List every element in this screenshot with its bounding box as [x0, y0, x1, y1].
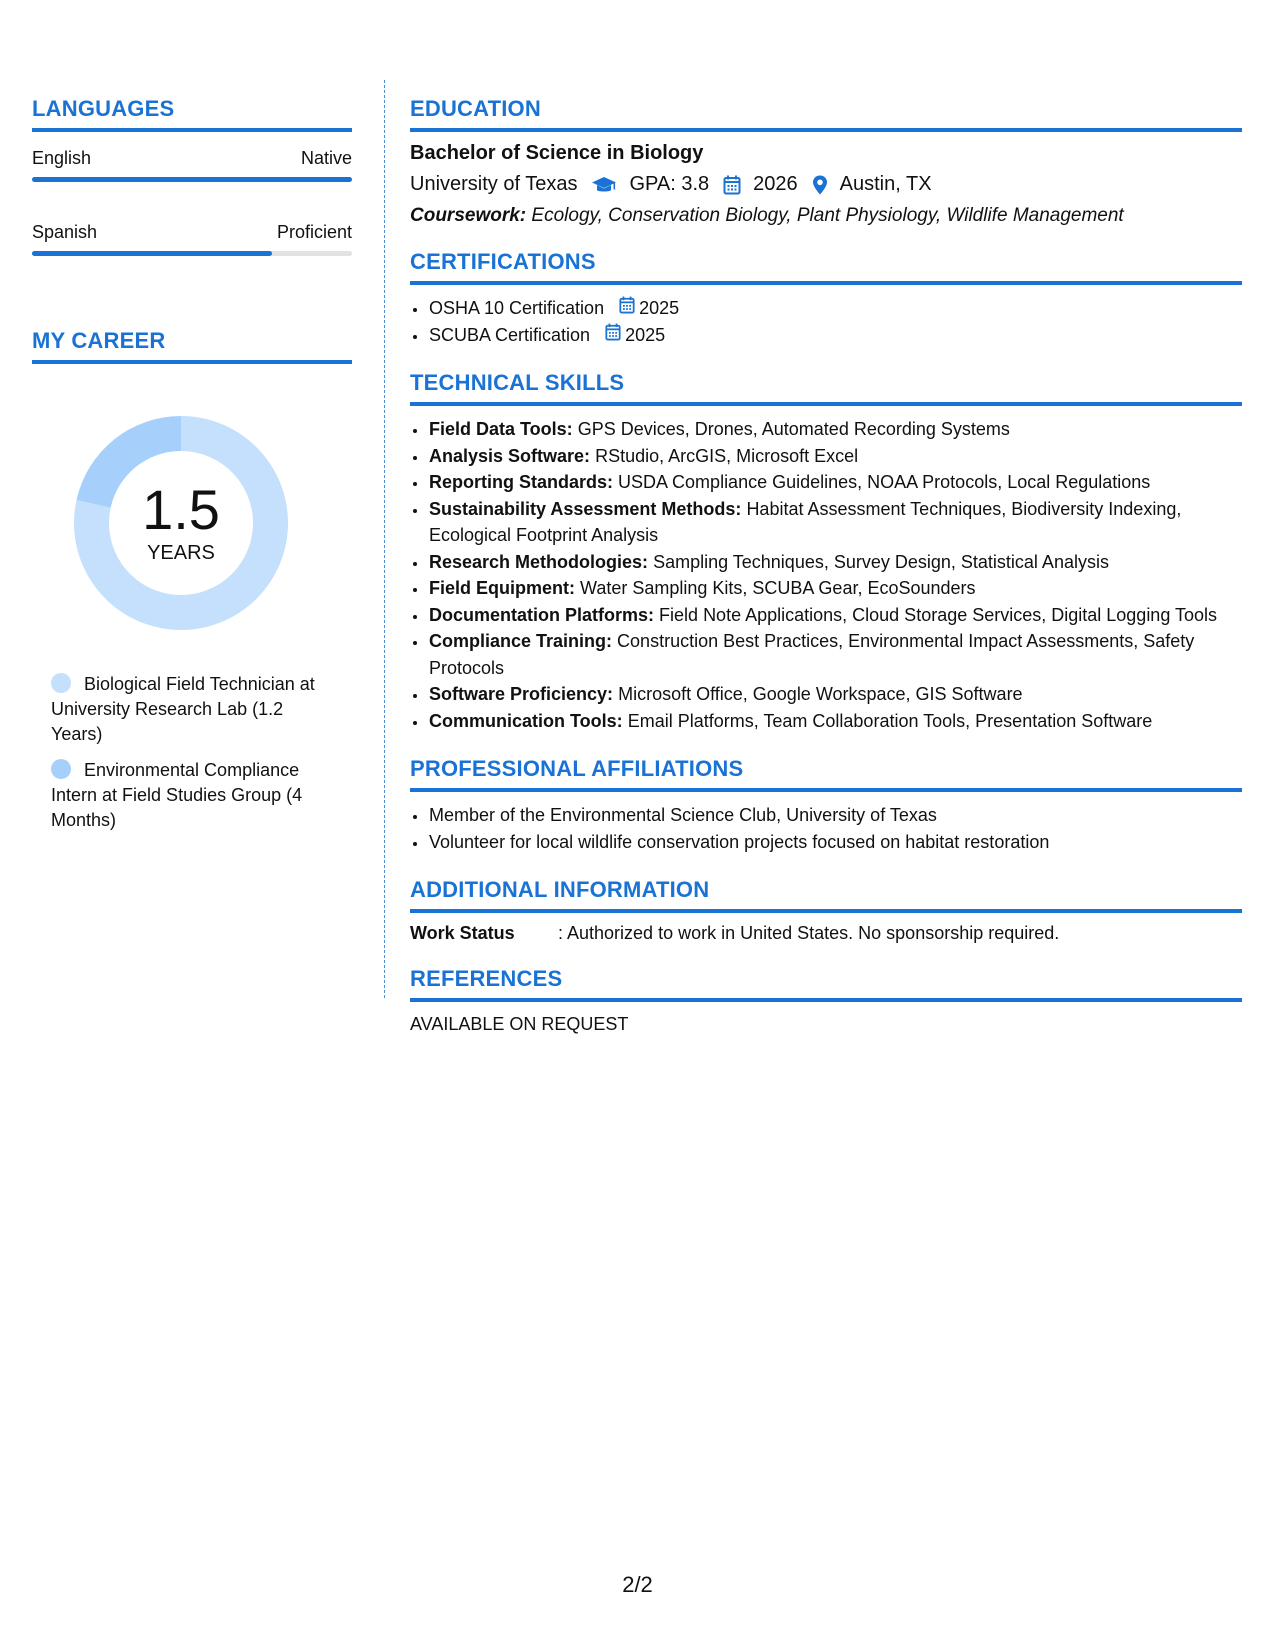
language-item	[32, 148, 352, 182]
affiliations-list	[410, 802, 1242, 855]
skill-value: Habitat Assessment Techniques, Biodiversity Indexing, Ecological Footprint Analysis	[429, 498, 1182, 545]
coursework-label: Coursework:	[410, 205, 527, 226]
work-status-value: : Authorized to work in United States. No sponsorship required.	[558, 923, 1060, 943]
references-section	[410, 966, 1242, 1035]
skill-value: RStudio, ArcGIS, Microsoft Excel	[595, 445, 859, 466]
skill-value: Field Note Applications, Cloud Storage Services, Digital Logging Tools	[659, 604, 1218, 625]
certification-name: SCUBA Certification	[429, 324, 591, 345]
career-legend-item	[51, 758, 321, 833]
education-details	[410, 173, 1242, 196]
skill-item	[428, 628, 1242, 681]
calendar-icon	[605, 322, 625, 349]
career-section	[32, 328, 352, 833]
career-legend	[51, 672, 321, 833]
skill-item	[428, 549, 1242, 576]
additional-info-heading: ADDITIONAL INFORMATION	[410, 877, 1242, 913]
degree-title: Bachelor of Science in Biology	[410, 142, 704, 164]
page-number: 2/2	[622, 1572, 653, 1597]
career-role: Environmental Compliance Intern at Field Studies Group (4 Months)	[51, 760, 303, 830]
skill-item	[428, 443, 1242, 470]
skills-section	[410, 370, 1242, 734]
skill-item	[428, 469, 1242, 496]
skills-heading: TECHNICAL SKILLS	[410, 370, 1242, 406]
left-column	[32, 96, 352, 844]
school-name: University of Texas	[410, 173, 578, 195]
skill-label: Compliance Training:	[429, 631, 613, 651]
school-location: Austin, TX	[839, 173, 932, 195]
language-name: English	[32, 148, 92, 168]
legend-dot	[51, 673, 71, 693]
affiliation-item: • Member of the Environmental Science Club, University of Texas	[428, 802, 1242, 829]
skill-item	[428, 602, 1242, 629]
language-bar-fill	[32, 251, 272, 256]
skill-label: Documentation Platforms:	[429, 604, 655, 625]
affiliations-heading: PROFESSIONAL AFFILIATIONS	[410, 756, 1242, 792]
right-column	[410, 96, 1242, 1035]
skill-value: Construction Best Practices, Environmental Impact Assessments, Safety Protocols	[429, 631, 1195, 678]
skill-item	[428, 496, 1242, 549]
skill-item	[428, 416, 1242, 443]
calendar-icon	[619, 295, 639, 322]
references-text: AVAILABLE ON REQUEST	[410, 1014, 629, 1034]
calendar-icon	[723, 175, 741, 195]
skill-label: Software Proficiency:	[429, 684, 614, 704]
graduation-cap-icon	[591, 175, 617, 195]
skill-label: Field Equipment:	[429, 578, 575, 598]
coursework-list: Ecology, Conservation Biology, Plant Physiology, Wildlife Management	[531, 205, 1124, 226]
certification-name: OSHA 10 Certification	[429, 298, 605, 318]
skill-label: Sustainability Assessment Methods:	[429, 498, 742, 519]
additional-info-section	[410, 877, 1242, 944]
certification-year: 2025	[625, 324, 666, 345]
certification-year: 2025	[639, 298, 680, 318]
skill-label: Research Methodologies:	[429, 551, 649, 572]
skills-list	[410, 416, 1242, 734]
skill-item	[428, 708, 1242, 735]
coursework	[410, 205, 1242, 227]
column-divider	[384, 80, 385, 998]
legend-dot	[51, 759, 71, 779]
certifications-section	[410, 249, 1242, 348]
career-legend-item	[51, 672, 321, 747]
skill-value: Water Sampling Kits, SCUBA Gear, EcoSounders	[580, 578, 976, 598]
certifications-heading: CERTIFICATIONS	[410, 249, 1242, 285]
graduation-year: 2026	[753, 173, 798, 195]
skill-item	[428, 681, 1242, 708]
skill-value: Microsoft Office, Google Workspace, GIS Software	[618, 684, 1023, 704]
affiliations-section	[410, 756, 1242, 855]
skill-label: Field Data Tools:	[429, 419, 573, 439]
language-bar	[32, 251, 352, 256]
language-bar-fill	[32, 177, 352, 182]
affiliation-item: • Volunteer for local wildlife conservation projects focused on habitat restoration	[428, 829, 1242, 856]
career-heading: MY CAREER	[32, 328, 352, 364]
skill-item	[428, 575, 1242, 602]
career-donut-chart	[66, 408, 296, 638]
work-status-label: Work Status	[410, 923, 515, 943]
skill-label: Communication Tools:	[429, 710, 623, 731]
language-item	[32, 222, 352, 256]
career-total-unit: YEARS	[147, 542, 215, 564]
gpa: GPA: 3.8	[629, 173, 710, 195]
language-bar	[32, 177, 352, 182]
language-level: Native	[300, 148, 352, 168]
certification-item	[428, 295, 1242, 322]
references-heading: REFERENCES	[410, 966, 1242, 1002]
certifications-list	[410, 295, 1242, 348]
certification-item	[428, 322, 1242, 349]
skill-label: Reporting Standards:	[429, 472, 614, 492]
career-role: Biological Field Technician at University Research Lab (1.2 Years)	[51, 674, 315, 744]
education-heading: EDUCATION	[410, 96, 1242, 132]
language-name: Spanish	[32, 222, 98, 242]
skill-value: GPS Devices, Drones, Automated Recording Systems	[577, 419, 1010, 439]
career-total-value: 1.5	[142, 478, 220, 541]
location-pin-icon	[812, 175, 828, 195]
work-status-row	[410, 923, 1242, 944]
skill-value: USDA Compliance Guidelines, NOAA Protocols, Local Regulations	[618, 472, 1151, 492]
languages-heading: LANGUAGES	[32, 96, 352, 132]
skill-label: Analysis Software:	[429, 445, 591, 466]
skill-value: Email Platforms, Team Collaboration Tools, Presentation Software	[627, 710, 1153, 731]
skill-value: Sampling Techniques, Survey Design, Statistical Analysis	[653, 551, 1109, 572]
language-level: Proficient	[276, 222, 352, 242]
